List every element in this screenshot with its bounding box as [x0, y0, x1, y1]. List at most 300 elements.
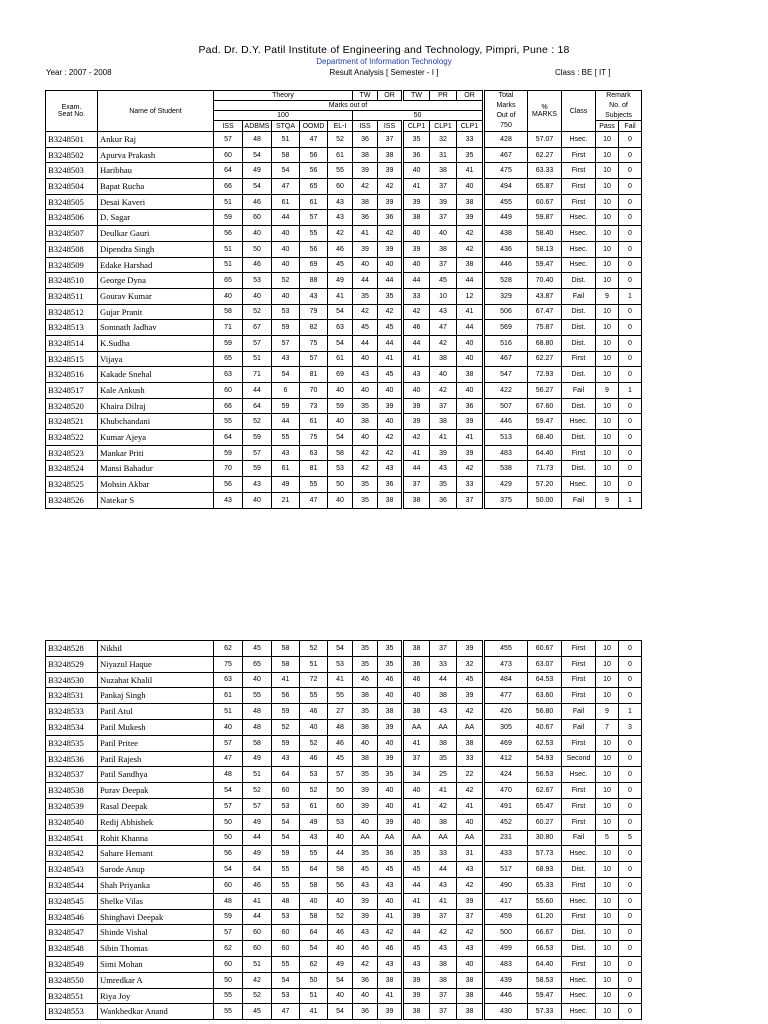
class-cell: First — [562, 163, 596, 179]
percent-cell: 64.40 — [528, 445, 562, 461]
class-cell: Hsec. — [562, 226, 596, 242]
marks-cell: 43 — [378, 877, 403, 893]
marks-cell: 49 — [300, 814, 328, 830]
marks-cell: 47 — [430, 320, 457, 336]
or2-header: OR — [457, 91, 484, 101]
marks-cell: 40 — [243, 288, 272, 304]
table-row — [46, 909, 642, 925]
table-row — [46, 163, 642, 179]
marks-cell: 54 — [243, 179, 272, 195]
percent-cell: 62.53 — [528, 735, 562, 751]
table-row — [46, 830, 642, 846]
marks-cell: 41 — [457, 163, 484, 179]
marks-cell: 60 — [214, 147, 243, 163]
seat-no-cell: B3248529 — [46, 656, 98, 672]
class-cell: Hsec. — [562, 846, 596, 862]
total-marks-cell: 475 — [484, 163, 528, 179]
marks-cell: 55 — [328, 688, 353, 704]
table-row — [46, 941, 642, 957]
total-marks-cell: 538 — [484, 461, 528, 477]
marks-cell: 41 — [378, 909, 403, 925]
seat-no-cell: B3248504 — [46, 179, 98, 195]
class-cell: Dist. — [562, 367, 596, 383]
subject-header: CLP1 — [457, 121, 484, 132]
marks-cell: 59 — [214, 445, 243, 461]
marks-cell: 58 — [214, 304, 243, 320]
student-name-cell: Sibin Thomas — [98, 941, 214, 957]
marks-cell: AA — [403, 719, 430, 735]
marks-cell: 40 — [353, 351, 378, 367]
marks-cell: 45 — [378, 320, 403, 336]
marks-cell: 63 — [214, 672, 243, 688]
marks-cell: 42 — [243, 972, 272, 988]
total-header-3: Out of — [484, 111, 528, 121]
marks-cell: 41 — [457, 798, 484, 814]
marks-cell: 45 — [353, 320, 378, 336]
seat-no-cell: B3248503 — [46, 163, 98, 179]
fail-count-cell: 0 — [619, 414, 642, 430]
marks-cell: 40 — [272, 241, 300, 257]
marks-cell: 37 — [430, 257, 457, 273]
marks-cell: 43 — [378, 956, 403, 972]
pass-count-cell: 10 — [596, 179, 619, 195]
total-marks-cell: 500 — [484, 925, 528, 941]
marks-cell: 38 — [430, 956, 457, 972]
class-cell: First — [562, 909, 596, 925]
fail-count-cell: 5 — [619, 830, 642, 846]
percent-cell: 64.40 — [528, 956, 562, 972]
marks-cell: 63 — [300, 445, 328, 461]
marks-cell: 70 — [300, 383, 328, 399]
fail-count-cell: 0 — [619, 241, 642, 257]
marks-cell: 60 — [214, 383, 243, 399]
marks-100-header: 100 — [214, 111, 353, 121]
pass-count-cell: 10 — [596, 846, 619, 862]
pass-count-cell: 10 — [596, 241, 619, 257]
marks-cell: 52 — [300, 641, 328, 657]
marks-cell: 39 — [378, 194, 403, 210]
marks-cell: 40 — [272, 257, 300, 273]
marks-cell: 42 — [378, 179, 403, 195]
pass-count-cell: 10 — [596, 414, 619, 430]
marks-cell: 43 — [272, 445, 300, 461]
total-marks-cell: 506 — [484, 304, 528, 320]
marks-cell: 49 — [272, 477, 300, 493]
department-name: Department of Information Technology — [316, 57, 452, 66]
marks-cell: 64 — [243, 862, 272, 878]
marks-cell: 42 — [353, 179, 378, 195]
exam-seat-header: Exam. — [46, 91, 98, 111]
student-name-cell: Shinghavi Deepak — [98, 909, 214, 925]
marks-cell: 37 — [403, 751, 430, 767]
total-marks-cell: 528 — [484, 273, 528, 289]
seat-no-cell: B3248526 — [46, 492, 98, 508]
percent-cell: 59.47 — [528, 257, 562, 273]
marks-cell: 40 — [328, 830, 353, 846]
marks-cell: 36 — [378, 846, 403, 862]
marks-cell: 34 — [403, 767, 430, 783]
marks-50-header: 50 — [353, 111, 484, 121]
percent-cell: 40.67 — [528, 719, 562, 735]
class-label: Class : BE [ IT ] — [555, 68, 611, 77]
seat-no-cell: B3248510 — [46, 273, 98, 289]
seat-no-cell: B3248513 — [46, 320, 98, 336]
class-cell: Dist. — [562, 304, 596, 320]
marks-cell: 41 — [243, 893, 272, 909]
seat-no-cell: B3248522 — [46, 430, 98, 446]
seat-no-cell: B3248549 — [46, 956, 98, 972]
fail-count-cell: 0 — [619, 132, 642, 148]
marks-cell: 55 — [300, 477, 328, 493]
marks-cell: 38 — [457, 988, 484, 1004]
or-header: OR — [378, 91, 403, 101]
marks-cell: 42 — [457, 877, 484, 893]
marks-cell: 36 — [403, 147, 430, 163]
marks-cell: 36 — [403, 656, 430, 672]
total-header-1: Total — [484, 91, 528, 101]
marks-cell: 42 — [378, 226, 403, 242]
class-cell: First — [562, 956, 596, 972]
fail-count-cell: 1 — [619, 288, 642, 304]
student-name-cell: Wankhedkar Anand — [98, 1004, 214, 1020]
marks-cell: 42 — [457, 783, 484, 799]
fail-count-cell: 0 — [619, 445, 642, 461]
marks-cell: 58 — [272, 641, 300, 657]
marks-cell: 10 — [430, 288, 457, 304]
seat-no-cell: B3248511 — [46, 288, 98, 304]
class-cell: Dist. — [562, 862, 596, 878]
marks-cell: 54 — [272, 814, 300, 830]
marks-cell: 60 — [243, 941, 272, 957]
table-row — [46, 335, 642, 351]
marks-cell: 33 — [457, 751, 484, 767]
seat-no-cell: B3248521 — [46, 414, 98, 430]
student-name-cell: Khubchandani — [98, 414, 214, 430]
marks-cell: 49 — [328, 956, 353, 972]
marks-cell: 61 — [272, 194, 300, 210]
table-row — [46, 956, 642, 972]
marks-cell: 32 — [430, 132, 457, 148]
fail-count-cell: 0 — [619, 163, 642, 179]
fail-count-cell: 0 — [619, 846, 642, 862]
marks-cell: 39 — [378, 814, 403, 830]
marks-cell: 40 — [328, 988, 353, 1004]
marks-cell: 42 — [457, 241, 484, 257]
marks-cell: 38 — [457, 367, 484, 383]
marks-cell: 46 — [300, 751, 328, 767]
marks-cell: 39 — [457, 641, 484, 657]
marks-cell: 25 — [430, 767, 457, 783]
seat-no-cell: B3248535 — [46, 735, 98, 751]
class-cell: Hsec. — [562, 132, 596, 148]
marks-cell: 66 — [214, 398, 243, 414]
pass-count-cell: 10 — [596, 273, 619, 289]
class-cell: First — [562, 445, 596, 461]
marks-cell: 44 — [272, 210, 300, 226]
total-marks-cell: 436 — [484, 241, 528, 257]
marks-cell: 57 — [214, 925, 243, 941]
seat-no-cell: B3248542 — [46, 846, 98, 862]
percent-cell: 68.93 — [528, 862, 562, 878]
marks-cell: 61 — [328, 147, 353, 163]
student-name-cell: Vijaya — [98, 351, 214, 367]
marks-cell: 38 — [457, 1004, 484, 1020]
student-name-cell: Rasal Deepak — [98, 798, 214, 814]
marks-cell: 37 — [378, 132, 403, 148]
marks-cell: 45 — [243, 1004, 272, 1020]
seat-no-cell: B3248505 — [46, 194, 98, 210]
marks-cell: 40 — [457, 351, 484, 367]
percent-cell: 56.80 — [528, 704, 562, 720]
marks-cell: 57 — [328, 767, 353, 783]
marks-cell: 65 — [243, 656, 272, 672]
pass-count-cell: 10 — [596, 941, 619, 957]
student-name-cell: Gourav Kumar — [98, 288, 214, 304]
percent-cell: 62.67 — [528, 783, 562, 799]
pass-count-cell: 10 — [596, 798, 619, 814]
marks-cell: 58 — [328, 862, 353, 878]
table-row — [46, 751, 642, 767]
seat-no-cell: B3248502 — [46, 147, 98, 163]
marks-cell: 55 — [300, 846, 328, 862]
marks-cell: 46 — [328, 241, 353, 257]
percent-cell: 65.47 — [528, 798, 562, 814]
percent-cell: 58.53 — [528, 972, 562, 988]
total-marks-cell: 446 — [484, 257, 528, 273]
marks-cell: 48 — [243, 719, 272, 735]
marks-cell: AA — [378, 830, 403, 846]
percent-cell: 60.67 — [528, 641, 562, 657]
marks-cell: 43 — [328, 194, 353, 210]
marks-cell: 38 — [353, 719, 378, 735]
marks-cell: 63 — [328, 320, 353, 336]
marks-cell: 56 — [272, 688, 300, 704]
marks-cell: 51 — [300, 656, 328, 672]
academic-year: Year : 2007 - 2008 — [46, 68, 112, 77]
total-marks-cell: 329 — [484, 288, 528, 304]
marks-cell: 58 — [300, 909, 328, 925]
marks-cell: 42 — [378, 445, 403, 461]
marks-cell: 45 — [243, 641, 272, 657]
marks-cell: 41 — [430, 783, 457, 799]
marks-cell: 50 — [243, 241, 272, 257]
marks-cell: 38 — [378, 704, 403, 720]
marks-cell: 43 — [457, 941, 484, 957]
seat-no-cell: B3248520 — [46, 398, 98, 414]
marks-cell: 39 — [353, 783, 378, 799]
marks-cell: 35 — [353, 641, 378, 657]
class-cell: Fail — [562, 492, 596, 508]
percent-cell: 54.93 — [528, 751, 562, 767]
table-row — [46, 893, 642, 909]
class-cell: Dist. — [562, 273, 596, 289]
class-cell: Hsec. — [562, 893, 596, 909]
class-cell: Hsec. — [562, 767, 596, 783]
marks-cell: 59 — [272, 320, 300, 336]
marks-cell: 37 — [430, 398, 457, 414]
marks-cell: 58 — [243, 735, 272, 751]
marks-cell: 39 — [378, 163, 403, 179]
pass-count-cell: 10 — [596, 194, 619, 210]
marks-cell: 38 — [353, 414, 378, 430]
marks-cell: 43 — [403, 367, 430, 383]
seat-no-cell: B3248540 — [46, 814, 98, 830]
marks-cell: 45 — [457, 672, 484, 688]
student-name-cell: Bapat Rucha — [98, 179, 214, 195]
marks-cell: 40 — [457, 956, 484, 972]
pass-count-cell: 10 — [596, 304, 619, 320]
marks-cell: 40 — [300, 893, 328, 909]
student-name-cell: Niyazul Haque — [98, 656, 214, 672]
marks-cell: 40 — [353, 988, 378, 1004]
table-row — [46, 783, 642, 799]
percent-cell: 68.40 — [528, 430, 562, 446]
marks-cell: 50 — [214, 830, 243, 846]
marks-cell: 71 — [243, 367, 272, 383]
marks-cell: 40 — [300, 719, 328, 735]
total-marks-cell: 483 — [484, 956, 528, 972]
marks-cell: 41 — [328, 288, 353, 304]
marks-cell: 82 — [300, 320, 328, 336]
student-name-cell: Apurva Prakash — [98, 147, 214, 163]
total-marks-cell: 422 — [484, 383, 528, 399]
table-row — [46, 445, 642, 461]
marks-cell: 43 — [430, 877, 457, 893]
percent-cell: 58.13 — [528, 241, 562, 257]
marks-cell: 43 — [300, 830, 328, 846]
marks-cell: 50 — [214, 814, 243, 830]
fail-count-cell: 0 — [619, 988, 642, 1004]
marks-cell: 52 — [272, 273, 300, 289]
marks-cell: 40 — [457, 179, 484, 195]
class-cell: First — [562, 179, 596, 195]
pct-header: % — [528, 91, 562, 111]
marks-cell: 55 — [300, 226, 328, 242]
total-header-2: Marks — [484, 101, 528, 111]
fail-count-cell: 0 — [619, 909, 642, 925]
marks-cell: 54 — [272, 367, 300, 383]
class-cell: Dist. — [562, 925, 596, 941]
pass-count-cell: 10 — [596, 257, 619, 273]
marks-cell: 52 — [328, 132, 353, 148]
class-cell: Hsec. — [562, 477, 596, 493]
marks-cell: 40 — [243, 492, 272, 508]
student-name-cell: Pankaj Singh — [98, 688, 214, 704]
marks-cell: 42 — [328, 226, 353, 242]
seat-no-cell: B3248541 — [46, 830, 98, 846]
marks-cell: 45 — [328, 751, 353, 767]
class-cell: Dist. — [562, 335, 596, 351]
marks-cell: 43 — [430, 461, 457, 477]
marks-cell: 40 — [430, 367, 457, 383]
marks-cell: 35 — [353, 288, 378, 304]
total-marks-cell: 305 — [484, 719, 528, 735]
student-name-cell: Patil Pritee — [98, 735, 214, 751]
total-marks-cell: 452 — [484, 814, 528, 830]
marks-cell: 40 — [403, 783, 430, 799]
marks-cell: 40 — [353, 735, 378, 751]
marks-cell: 50 — [328, 477, 353, 493]
student-name-cell: Shinde Vishal — [98, 925, 214, 941]
marks-cell: 39 — [403, 241, 430, 257]
seat-no-cell: B3248545 — [46, 893, 98, 909]
marks-cell: 55 — [272, 956, 300, 972]
student-name-cell: Kale Ankush — [98, 383, 214, 399]
marks-cell: 48 — [243, 132, 272, 148]
marks-cell: 58 — [272, 656, 300, 672]
class-cell: First — [562, 672, 596, 688]
class-cell: Fail — [562, 830, 596, 846]
student-name-cell: Purav Deepak — [98, 783, 214, 799]
pass-count-cell: 5 — [596, 830, 619, 846]
subject-header: CLP1 — [403, 121, 430, 132]
pass-count-cell: 10 — [596, 909, 619, 925]
marks-cell: 61 — [300, 194, 328, 210]
pass-count-cell: 10 — [596, 956, 619, 972]
student-name-cell: Dipendra Singh — [98, 241, 214, 257]
marks-cell: 48 — [328, 719, 353, 735]
marks-cell: 33 — [430, 846, 457, 862]
marks-cell: 57 — [243, 335, 272, 351]
marks-cell: 70 — [214, 461, 243, 477]
table-row — [46, 320, 642, 336]
marks-cell: 46 — [378, 941, 403, 957]
pass-count-cell: 9 — [596, 492, 619, 508]
percent-cell: 70.40 — [528, 273, 562, 289]
fail-count-cell: 0 — [619, 398, 642, 414]
fail-count-cell: 0 — [619, 335, 642, 351]
marks-cell: 37 — [403, 477, 430, 493]
marks-cell: 44 — [378, 273, 403, 289]
total-header-4: 750 — [484, 121, 528, 132]
percent-cell: 64.53 — [528, 672, 562, 688]
marks-cell: 39 — [378, 398, 403, 414]
marks-cell: 41 — [403, 893, 430, 909]
total-marks-cell: 473 — [484, 656, 528, 672]
result-table-page-1 — [45, 90, 642, 509]
marks-cell: 46 — [353, 941, 378, 957]
fail-count-cell: 0 — [619, 257, 642, 273]
marks-cell: 51 — [243, 351, 272, 367]
percent-cell: 56.27 — [528, 383, 562, 399]
marks-cell: 40 — [272, 226, 300, 242]
marks-cell: 40 — [272, 288, 300, 304]
table-row — [46, 846, 642, 862]
class-cell: Hsec. — [562, 257, 596, 273]
seat-no-cell: B3248509 — [46, 257, 98, 273]
total-marks-cell: 449 — [484, 210, 528, 226]
marks-cell: 55 — [214, 1004, 243, 1020]
seat-no-cell: B3248528 — [46, 641, 98, 657]
institute-title: Pad. Dr. D.Y. Patil Institute of Engineering and Technology, Pimpri, Pune : 18 — [198, 44, 570, 56]
pass-count-cell: 10 — [596, 132, 619, 148]
seat-no-cell: B3248534 — [46, 719, 98, 735]
marks-cell: 38 — [353, 751, 378, 767]
fail-count-cell: 1 — [619, 492, 642, 508]
marks-cell: 44 — [272, 414, 300, 430]
marks-cell: 40 — [353, 430, 378, 446]
marks-cell: 41 — [403, 351, 430, 367]
percent-cell: 60.67 — [528, 194, 562, 210]
class-cell: Fail — [562, 383, 596, 399]
marks-cell: 60 — [214, 877, 243, 893]
marks-cell: 38 — [430, 163, 457, 179]
marks-cell: 43 — [328, 210, 353, 226]
marks-cell: 40 — [457, 335, 484, 351]
fail-count-cell: 0 — [619, 430, 642, 446]
table-row — [46, 241, 642, 257]
fail-count-cell: 0 — [619, 304, 642, 320]
